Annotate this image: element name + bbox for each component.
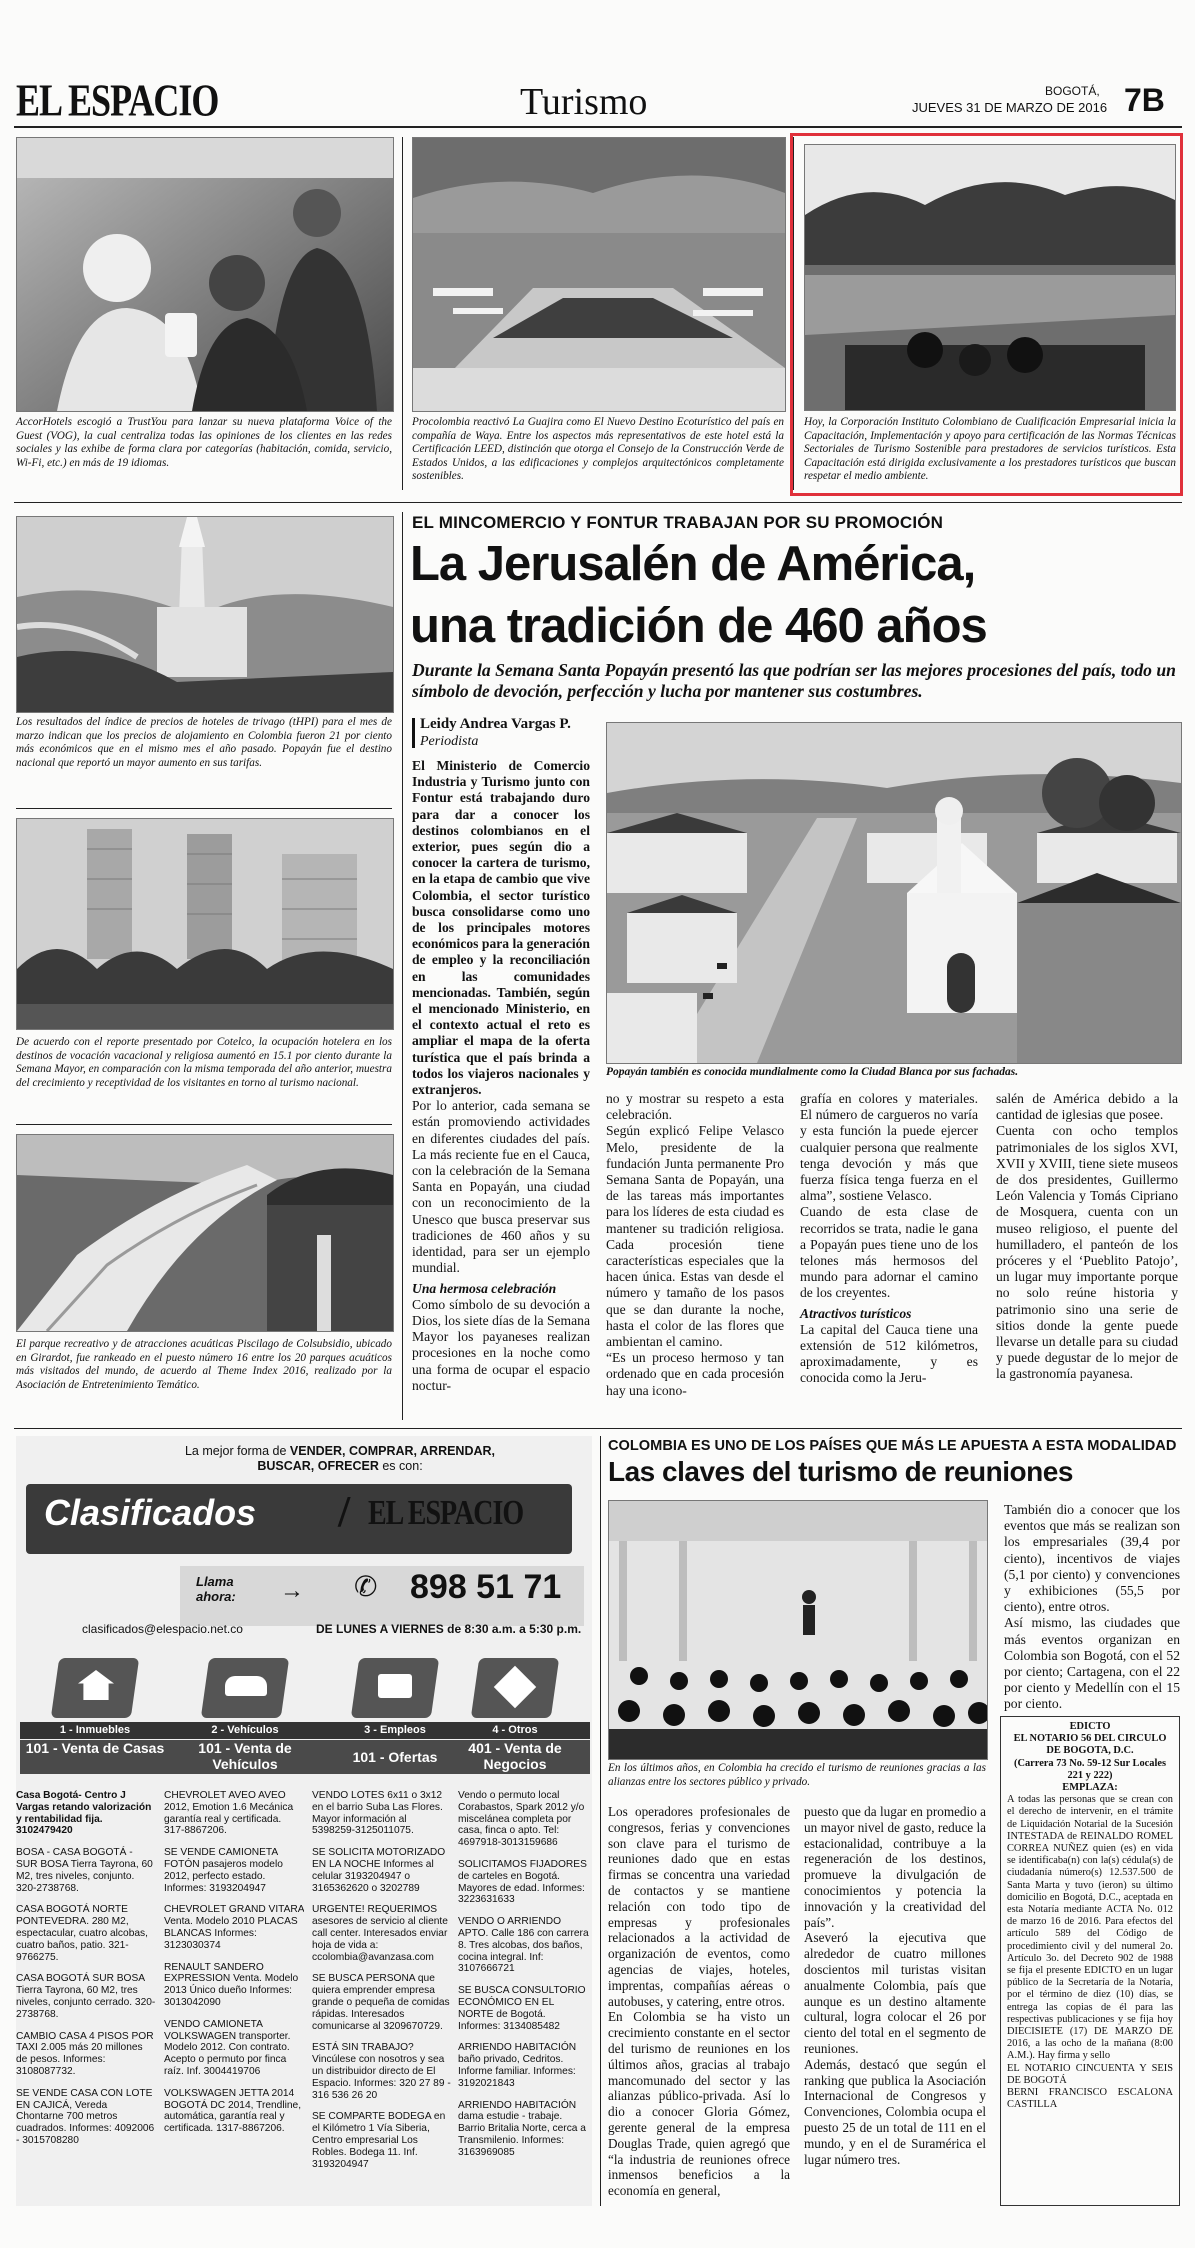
main-col1-p2: Por lo anterior, cada semana se están promoviendo actividades en diferentes ciudades del país. La más reciente fue en el Cauca, con la celebración de la Semana Santa en Popayán, una ciudad con un reconocimiento de la Unesco que busca preservar sus tradiciones de 460 años y su identidad, para ser un ejemplo mundial.: [412, 1098, 590, 1276]
header-rule: [14, 126, 1182, 128]
listing: VENDO LOTES 6x11 o 3x12 en el barrio Suba Las Flores. Mayor información al 5398259-3125011075.: [312, 1790, 443, 1837]
main-col4-p2: Cuenta con ocho templos patrimoniales de los siglos XVI, XVII y XVIII, tiene siete museos de dos presidentes, Guillermo León Valencia y Tomás Cipriano de Mosquera, cuenta con un museo religioso, el puente del humilladero, el panteón de los próceres y el ‘Pueblito Patojo’, un lugar muy importante porque no solo reúne historia y patrimonio sino una serie de sitios donde la gente puede llevarse un detalle para su ciudad y puede degustar de lo mejor de la gastronomía payanesa.: [996, 1123, 1178, 1382]
second-side-p2: Así mismo, las ciudades que más eventos organizan en Colombia son Bogotá, con el 52 por ciento; Cartagena, con el 22 por ciento y Medellín con el 15 por ciento.: [1004, 1615, 1180, 1712]
promo-line-1: La mejor forma de: [184, 1444, 287, 1458]
category-title: 401 - Venta de Negocios: [440, 1740, 590, 1774]
main-deck: Durante la Semana Santa Popayán presentó las que podrían ser las mejores procesiones del país, todo un símbolo de devoción, perfección y lucha por mantener sus costumbres.: [412, 660, 1176, 701]
column-divider: [402, 512, 403, 1420]
main-col3-p2: Cuando de esta clase de recorridos se trata, nadie le gana a Popayán pues tiene uno de los telones más hermosos del mundo para adornar el camino de los creyentes.: [800, 1204, 978, 1301]
main-col4-p1: salén de América debido a la cantidad de iglesias que posee.: [996, 1091, 1178, 1123]
second-col2-p3: Además, destacó que según el ranking que publica la Asociación Internacional de Congresos y Convenciones, Colombia ocupa el puesto 25 de un total de 111 en el mundo, y en el de Suramérica el lugar número tres.: [804, 2056, 986, 2167]
category-tag: 2 - Vehículos: [170, 1722, 320, 1739]
category-tag: 1 - Inmuebles: [20, 1722, 170, 1739]
main-col1-p3: Como símbolo de su devoción a Dios, los siete días de la Semana Mayor los payaneses realizan procesiones en la noche como una forma de ocupar el espacio noctur-: [412, 1296, 590, 1393]
piscilago-caption: El parque recreativo y de atracciones acuáticas Piscilago de Colsubsidio, ubicado en Girardot, fue rankeado en el puesto número 16 entre los 20 parques acuáticos más visitados del mundo, de acuerdo al Theme Index 2016, realizado por la Asociación de Entretenimiento Temático.: [16, 1338, 392, 1391]
main-col-1: [412, 758, 590, 1394]
category-title: 101 - Ofertas: [320, 1740, 470, 1774]
listing: CAMBIO CASA 4 PISOS POR TAXI 2.005 más 20 millones de pesos. Informes: 3108087732.: [16, 2030, 154, 2077]
classifieds-col-2: [164, 1790, 304, 2210]
second-side-p1: También dio a conocer que los eventos que más se realizan son los empresariales (39,4 por ciento), incentivos de viajes (5,1 por ciento) y convenciones y exhibiciones (55,5 por ciento), entre otros.: [1004, 1502, 1180, 1615]
subhead-celebracion: Una hermosa celebración: [412, 1280, 557, 1296]
second-col2-p1: puesto que da lugar en promedio a un mayor nivel de gasto, reduce la estacionalidad, contribuye a la regeneración de los destinos, promueve la divulgación de conocimientos y potencia la innovación y la creatividad del país”.: [804, 1804, 986, 1930]
category-title: 101 - Venta de Casas: [20, 1740, 170, 1774]
classifieds-promo: [100, 1444, 580, 1474]
main-col-4: [996, 1091, 1178, 1383]
section-title: Turismo: [520, 81, 648, 123]
column-divider: [600, 1436, 601, 2206]
promo-line-4: es con:: [382, 1459, 423, 1473]
listing: ARRIENDO HABITACIÓN baño privado, Cedritos. Informe familiar. Informes: 3192021843: [458, 2042, 577, 2089]
byline-bar: [412, 718, 415, 748]
category-vehiculos: [170, 1650, 320, 1782]
phone-icon: ✆: [354, 1572, 378, 1603]
main-col-2: [606, 1091, 784, 1399]
second-col-1: [608, 1804, 790, 2199]
accor-caption: AccorHotels escogió a TrustYou para lanzar su nueva plataforma Voice of the Guest (VOG), la cual centraliza todas las opiniones de los clientes en las redes sociales y las exhibe de forma clara por categorías (habitación, comida, servicio, Wi-Fi, etc.) en más de 19 idiomas.: [16, 416, 392, 469]
page-number: 7B: [1124, 82, 1165, 118]
main-col3-p3: La capital del Cauca tiene una extensión de 512 kilómetros, aproximadamente, y es conocida como la Jeru-: [800, 1321, 978, 1386]
main-col-3: [800, 1091, 978, 1387]
corporacion-caption: Hoy, la Corporación Instituto Colombiano de Cualificación Empresarial inicia la Capacitación, Implementación y apoyo para certificación de las Normas Técnicas Sectoriales de Turismo Sostenible para prestadores de servicios turísticos. Esta Capacitación está dirigida exclusivamente a los prestadores turísticos que buscan respetar el medio ambiente.: [804, 416, 1176, 483]
listing: BOSA - CASA BOGOTÁ - SUR BOSA Tierra Tayrona, 60 M2, tres niveles, conjunto. 320-2738768.: [16, 1847, 153, 1894]
reuniones-caption: En los últimos años, en Colombia ha crecido el turismo de reuniones gracias a las alianzas entre los sectores público y privado.: [608, 1762, 986, 1788]
listing: SE SOLICITA MOTORIZADO EN LA NOCHE Informes al celular 3193204947 o 3165362620 o 3202789: [312, 1847, 446, 1894]
main-col2-p3: “Es un proceso hermoso y tan ordenado que en cada procesión hay una icono-: [606, 1350, 784, 1398]
column-divider: [402, 137, 403, 490]
sidebar-rule: [16, 1124, 392, 1125]
listing: URGENTE! REQUERIMOS asesores de servicio al cliente call center. Interesados enviar hoja de vida a: ccolombia@avanzasa.com: [312, 1904, 448, 1963]
section-rule: [14, 1428, 1182, 1429]
listing: ARRIENDO HABITACIÓN dama estudie - trabaje. Barrio Britalia Norte, cerca a Transmilenio. Informes: 3163969085: [458, 2099, 586, 2158]
listing: SE VENDE CAMIONETA FOTÓN pasajeros modelo 2012, perfecto estado. Informes: 3193204947: [164, 1847, 283, 1894]
main-col2-p2: Según explicó Felipe Velasco Melo, presidente de la fundación Junta permanente Pro Semana Santa de Popayán, una de las tareas más importantes para los líderes de esta ciudad es mantener su tradición religiosa. Cada procesión tiene características especiales que la hacen única. Estas van desde el número y tamaño de los pasos que se dan durante la noche, hasta el color de las flores que ambientan el camino.: [606, 1123, 784, 1350]
main-col2-p1: no y mostrar su respeto a esta celebración.: [606, 1091, 784, 1123]
procolombia-photo: [412, 137, 786, 412]
corporacion-photo: [804, 144, 1176, 411]
call-label: Llama ahora:: [196, 1574, 236, 1604]
classifieds-phone[interactable]: 898 51 71: [410, 1568, 562, 1606]
second-col2-p2: Aseveró la ejecutiva que alrededor de cuatro millones doscientos mil turistas visitan anualmente Colombia, país que aunque es un destino altamente cultural, logra colocar el 26 por ciento del total en el segmento de reuniones.: [804, 1930, 986, 2056]
classifieds-brand-logo: EL ESPACIO: [368, 1494, 524, 1533]
sidebar-rule: [16, 808, 392, 809]
piscilago-photo: [16, 1134, 394, 1332]
subhead-atractivos: Atractivos turísticos: [800, 1305, 912, 1321]
category-title: 101 - Venta de Vehículos: [170, 1740, 320, 1774]
classifieds-slash: /: [338, 1487, 351, 1536]
arrow-right-icon: →: [280, 1578, 304, 1604]
listing: SE BUSCA PERSONA que quiera emprender empresa grande o pequeña de comidas rápidas. Interesados comunicarse al 3209670729.: [312, 1973, 450, 2032]
main-headline-1: La Jerusalén de América,: [410, 537, 976, 591]
edicto-box: [1000, 1716, 1180, 2206]
listing: VENDO O ARRIENDO APTO. Calle 186 con carrera 8. Tres alcobas, dos baños, cocina integral. Inf: 3107666721: [458, 1916, 589, 1975]
car-shape-icon: [225, 1676, 267, 1696]
second-col1-p2: En Colombia se ha visto un crecimiento constante en el sector del turismo de reuniones en los últimos años, gracias al trabajo mancomunado del sector y las alianzas público-privada. Así lo dio a conocer Gloria Gómez, gerente general de la empresa Douglas Trade, quien agregó que “la industria de reuniones ofrece inmensos beneficios a la economía en general,: [608, 2009, 790, 2199]
category-tag: 4 - Otros: [440, 1722, 590, 1739]
edicto-title: EDICTO: [1069, 1721, 1111, 1732]
classifieds-col-1: [16, 1790, 156, 2210]
main-col3-p1: grafía en colores y materiales. El número de cargueros no varía y esta función la puede ejercer cualquier persona que realmente tenga devoción y más que fuerza física tenga fuerza en el alma”, sostiene Velasco.: [800, 1091, 978, 1204]
listing: Casa Bogotá- Centro J Vargas retando valorización y rentabilidad fija. 3102479420: [16, 1790, 152, 1837]
classifieds-col-4: [458, 1790, 590, 2210]
listing: CASA BOGOTÁ SUR BOSA Tierra Tayrona, 60 M2, tres niveles, conjunto cerrado. 320-2738768.: [16, 1973, 156, 2020]
edicto-name: BERNI FRANCISCO ESCALONA CASTILLA: [1007, 2087, 1173, 2111]
section-rule: [14, 502, 1182, 503]
listing: ESTÁ SIN TRABAJO? Vincúlese con nosotros y sea un distribuidor directo de El Espacio. Informes: 320 27 89 - 316 536 26 20: [312, 2042, 451, 2101]
trivago-photo: [16, 516, 394, 713]
second-headline: Las claves del turismo de reuniones: [608, 1456, 1073, 1487]
cotelco-caption: De acuerdo con el reporte presentado por Cotelco, la ocupación hotelera en los destinos de vocación vacacional y religiosa aumentó en 15.1 por ciento durante la Semana Mayor, en comparación con la misma temporada del año anterior, muestra del crecimiento y receptividad de los visitantes en torno al turismo nacional.: [16, 1036, 392, 1089]
procolombia-caption: Procolombia reactivó La Guajira como El Nuevo Destino Ecoturístico del país en compañía de Waya. Entre los aspectos más representativos de este hotel está la Certificación LEED, distinción que otorga el Consejo de la Construcción Verde de Estados Unidos, a las edificaciones y complejos arquitectónicos completamente sostenibles.: [412, 416, 784, 483]
category-tag: 3 - Empleos: [320, 1722, 470, 1739]
promo-line-2: VENDER, COMPRAR, ARRENDAR,: [289, 1444, 496, 1458]
listing: Vendo o permuto local Corabastos, Spark 2012 y/o miscelánea completa por casa, finca o apto. Tel: 4697918-3013159686: [458, 1790, 585, 1849]
header-city: BOGOTÁ,: [1045, 84, 1100, 98]
author-name: Leidy Andrea Vargas P.: [420, 716, 571, 732]
listing: CASA BOGOTÁ NORTE PONTEVEDRA. 280 M2, espectacular, cuatro alcobas, cuatro baños, patio. 321-9766275.: [16, 1904, 148, 1963]
category-otros: [440, 1650, 590, 1782]
popayan-caption: Popayán también es conocida mundialmente como la Ciudad Blanca por sus fachadas.: [606, 1066, 1019, 1078]
second-kicker: COLOMBIA ES UNO DE LOS PAÍSES QUE MÁS LE APUESTA A ESTA MODALIDAD: [608, 1438, 1177, 1454]
listing: VENDO CAMIONETA VOLKSWAGEN transporter. Modelo 2012. Con contrato. Acepto o permuto por finca raíz. Inf. 3004419706: [164, 2018, 291, 2077]
listing: CHEVROLET AVEO AVEO 2012, Emotion 1.6 Mecánica garantía real y certificada. 317-8867206.: [164, 1790, 294, 1837]
edicto-address: (Carrera 73 No. 59-12 Sur Locales 221 y 222): [1014, 1757, 1166, 1781]
main-kicker: EL MINCOMERCIO Y FONTUR TRABAJAN POR SU PROMOCIÓN: [412, 513, 944, 532]
listing: CHEVROLET GRAND VITARA Venta. Modelo 2010 PLACAS BLANCAS Informes: 3123030374: [164, 1904, 304, 1951]
header-date: JUEVES 31 DE MARZO DE 2016: [912, 100, 1108, 115]
second-side-text: [1004, 1502, 1180, 1713]
accor-photo: [16, 137, 394, 412]
edicto-subtitle: EL NOTARIO 56 DEL CIRCULO DE BOGOTA, D.C.: [1013, 1733, 1167, 1757]
cotelco-photo: [16, 818, 394, 1030]
edicto-body: A todas las personas que se crean con el derecho de intervenir, en el trámite de Liquidación Notarial de la Sucesión INTESTADA de REINALDO ROMEL CORREA NUÑEZ quien (es) en vida se identificaba(n) con la(s) cédula(s) de ciudadanía número(s) 12.537.500 de Santa Marta y tuvo (ieron) su último domicilio en Bogotá, D.C., aceptada en esta Notaría mediante ACTA No. 012 de marzo 16 de 2016. Para efectos del artículo 589 del Código de procedimiento civil y del numeral 2o. Artículo 3o. del Decreto 902 de 1988 se fija el presente EDICTO en un lugar público de la Secretaría de la Notaría, por el término de diez (10) días, se entrega las copias de él para las respectivas publicaciones y se fija hoy DIECISIETE (17) DE MARZO DE 2016, a las ocho de la mañana (8:00 A.M.). Hay firma y sello: [1007, 1794, 1173, 2062]
edicto-signature: EL NOTARIO CINCUENTA Y SEIS DE BOGOTÁ: [1007, 2062, 1173, 2086]
listing: RENAULT SANDERO EXPRESSION Venta. Modelo 2013 Único dueño Informes: 3013042090: [164, 1961, 299, 2008]
author-role: Periodista: [420, 734, 479, 749]
masthead-logo: EL ESPACIO: [16, 75, 219, 126]
listing: SE COMPARTE BODEGA en el Kilómetro 1 Vía Siberia, Centro empresarial Los Robles. Bodega 11. Inf. 3193204947: [312, 2111, 446, 2170]
listing: VOLKSWAGEN JETTA 2014 BOGOTÁ DC 2014, Trendline, automática, garantía real y certificada. 1317-8867206.: [164, 2087, 302, 2135]
listing: SE VENDE CASA CON LOTE EN CAJICÁ, Vereda Chontarne 700 metros cuadrados. Informes: 4092006 - 3015708280: [16, 2087, 155, 2146]
reuniones-photo: [608, 1500, 988, 1760]
edicto-emplaza: EMPLAZA:: [1062, 1782, 1118, 1794]
second-col1-p1: Los operadores profesionales de congresos, ferias y convenciones son clave para el turismo de reuniones dado que en estas firmas se concentra una variedad de contactos y se mantiene relación con todo tipo de empresas y profesionales relacionados a la actividad de organización de eventos, como agencias de viajes, hoteles, imprentas, compañías aéreas o autobuses, y catering, entre otros.: [608, 1804, 790, 2009]
classifieds-col-3: [312, 1790, 452, 2210]
classifieds-email[interactable]: clasificados@elespacio.net.co: [82, 1622, 243, 1636]
briefcase-shape-icon: [378, 1674, 412, 1698]
main-col1-p1: El Ministerio de Comercio Industria y Turismo junto con Fontur está trabajando duro para dar a conocer los destinos colombianos en el exterior, pues según dio a conocer la cartera de turismo, en la etapa de cambio que vive Colombia, el sector turístico busca consolidarse como uno de los principales motores económicos para la generación de empleo y la reconciliación en las comunidades mencionadas. También, según el mencionado Ministerio, en el contexto actual el reto es ampliar el mapa de la oferta turística que el país brinda a todos los viajeros nacionales y extranjeros.: [412, 758, 590, 1098]
main-headline-2: una tradición de 460 años: [410, 599, 987, 653]
second-col-2: [804, 1804, 986, 2167]
listing: SE BUSCA CONSULTORIO ECONÓMICO EN EL NORTE de Bogotá. Informes: 3134085482: [458, 1985, 586, 2032]
trivago-caption: Los resultados del índice de precios de hoteles de trivago (tHPI) para el mes de marzo indican que los precios de alojamiento en Colombia fueron 21 por ciento más económicos que en el mismo mes el año pasado. Popayán fue el destino nacional que reportó un mayor aumento en sus tarifas.: [16, 716, 392, 769]
popayan-photo: [606, 722, 1182, 1064]
classifieds-brand: Clasificados: [44, 1492, 257, 1533]
listing: SOLICITAMOS FIJADORES de carteles en Bogotá. Mayores de edad. Informes: 3223631633: [458, 1858, 587, 1906]
classifieds-hours: DE LUNES A VIERNES de 8:30 a.m. a 5:30 p.m.: [316, 1622, 582, 1636]
promo-line-3: BUSCAR, OFRECER: [257, 1459, 379, 1473]
category-inmuebles: [20, 1650, 170, 1782]
